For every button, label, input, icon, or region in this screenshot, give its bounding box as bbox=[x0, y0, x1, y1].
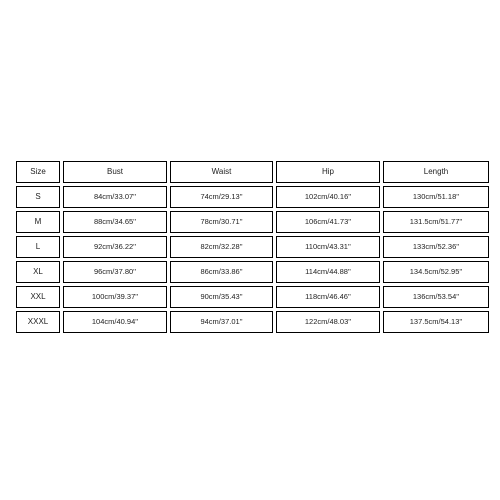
header-row bbox=[16, 161, 489, 183]
table-row bbox=[16, 186, 489, 208]
bust-cell: 88cm/34.65'' bbox=[63, 211, 167, 233]
bust-cell: 84cm/33.07'' bbox=[63, 186, 167, 208]
bust-cell: 100cm/39.37'' bbox=[63, 286, 167, 308]
waist-cell: 90cm/35.43'' bbox=[170, 286, 273, 308]
hip-cell: 114cm/44.88'' bbox=[276, 261, 380, 283]
size-cell: XXL bbox=[16, 286, 60, 308]
bust-cell: 92cm/36.22'' bbox=[63, 236, 167, 258]
table-row bbox=[16, 236, 489, 258]
bust-cell: 96cm/37.80'' bbox=[63, 261, 167, 283]
table-row bbox=[16, 261, 489, 283]
length-cell: 134.5cm/52.95'' bbox=[383, 261, 489, 283]
length-cell: 136cm/53.54'' bbox=[383, 286, 489, 308]
waist-cell: 86cm/33.86'' bbox=[170, 261, 273, 283]
waist-cell: 82cm/32.28'' bbox=[170, 236, 273, 258]
length-cell: 131.5cm/51.77'' bbox=[383, 211, 489, 233]
hip-cell: 122cm/48.03'' bbox=[276, 311, 380, 333]
table-row bbox=[16, 311, 489, 333]
header-length: Length bbox=[383, 161, 489, 183]
size-cell: XXXL bbox=[16, 311, 60, 333]
length-cell: 137.5cm/54.13'' bbox=[383, 311, 489, 333]
waist-cell: 94cm/37.01'' bbox=[170, 311, 273, 333]
hip-cell: 102cm/40.16'' bbox=[276, 186, 380, 208]
table-row bbox=[16, 211, 489, 233]
hip-cell: 118cm/46.46'' bbox=[276, 286, 380, 308]
size-cell: M bbox=[16, 211, 60, 233]
size-cell: S bbox=[16, 186, 60, 208]
table-row bbox=[16, 286, 489, 308]
header-size: Size bbox=[16, 161, 60, 183]
waist-cell: 74cm/29.13'' bbox=[170, 186, 273, 208]
size-cell: L bbox=[16, 236, 60, 258]
bust-cell: 104cm/40.94'' bbox=[63, 311, 167, 333]
hip-cell: 106cm/41.73'' bbox=[276, 211, 380, 233]
size-cell: XL bbox=[16, 261, 60, 283]
header-waist: Waist bbox=[170, 161, 273, 183]
hip-cell: 110cm/43.31'' bbox=[276, 236, 380, 258]
size-chart-table bbox=[13, 158, 492, 336]
header-bust: Bust bbox=[63, 161, 167, 183]
waist-cell: 78cm/30.71'' bbox=[170, 211, 273, 233]
header-hip: Hip bbox=[276, 161, 380, 183]
length-cell: 133cm/52.36'' bbox=[383, 236, 489, 258]
length-cell: 130cm/51.18'' bbox=[383, 186, 489, 208]
